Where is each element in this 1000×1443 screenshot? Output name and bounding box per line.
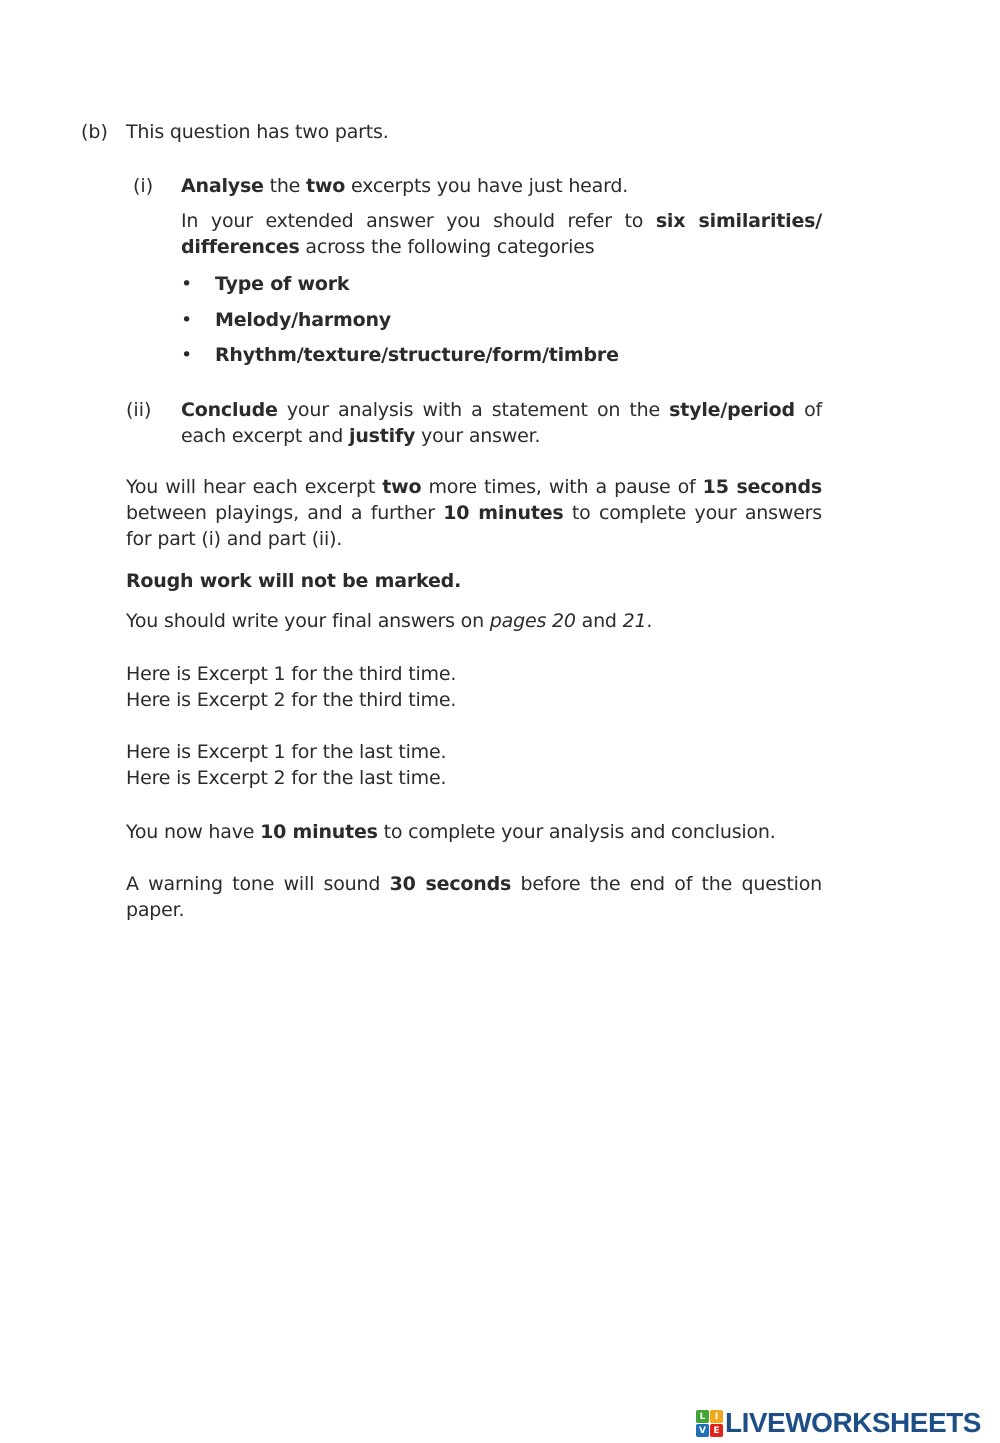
bullet-dot-2: • [181,309,193,331]
justify-word: justify [349,425,416,447]
extended-text-a: In your extended answer you should refer to [181,210,656,232]
excerpt-line: Here is Excerpt 1 for the third time. [126,663,457,685]
logo-tile: V [696,1424,709,1437]
final-and: and [575,610,623,632]
six-similarities-differences: six similarities/ differences [181,210,822,258]
now-text-b: to complete your analysis and conclusion. [377,821,776,843]
part-ii-instruction [181,397,822,449]
excerpt-line: Here is Excerpt 2 for the third time. [126,689,457,711]
part-ii-text-c: your answer. [415,425,541,447]
analyse-word: Analyse [181,175,264,197]
bullet-item: Rhythm/texture/structure/form/timbre [215,344,619,366]
hear-text-c: between playings, and a further [126,502,444,524]
hear-two: two [382,476,422,498]
warn-text-a: A warning tone will sound [126,873,390,895]
time-remaining-note [126,819,776,845]
warn-30-seconds: 30 seconds [389,873,512,895]
now-10-minutes: 10 minutes [260,821,378,843]
part-ii-text-b: of each excerpt and [181,399,822,447]
final-end: . [646,610,653,632]
hear-text-b: more times, with a pause of [421,476,703,498]
extended-text-b: across the following categories [299,236,595,258]
part-ii-text-a: your analysis with a statement on the [277,399,670,421]
logo-tile: E [710,1424,723,1437]
liveworksheets-brand [696,1408,981,1438]
hear-15-seconds: 15 seconds [702,476,822,498]
question-intro: This question has two parts. [126,121,389,143]
conclude-word: Conclude [181,399,278,421]
excerpt-line: Here is Excerpt 2 for the last time. [126,767,447,789]
excerpt-line: Here is Excerpt 1 for the last time. [126,741,447,763]
logo-tile: L [696,1410,709,1423]
final-text-a: You should write your final answers on [126,610,490,632]
now-text-a: You now have [126,821,261,843]
final-pages-20: pages 20 [489,610,576,632]
part-i-instruction [181,173,628,199]
extended-answer-paragraph [181,208,822,260]
part-i-text-b: excerpts you have just heard. [345,175,629,197]
brand-name: LIVEWORKSHEETS [725,1407,981,1438]
hear-text-d: to complete your answers for part (i) and part (ii). [126,502,822,550]
hear-text-a: You will hear each excerpt [126,476,383,498]
bullet-dot-1: • [181,273,193,295]
part-b-label: (b) [81,121,108,143]
part-i-label: (i) [133,175,154,197]
bullet-item: Type of work [215,273,350,295]
final-answers-note [126,608,652,634]
bullet-item: Melody/harmony [215,309,391,331]
part-i-text-a: the [263,175,307,197]
bullet-dot-3: • [181,344,193,366]
final-pages-21: 21 [622,610,647,632]
playback-instructions [126,474,822,552]
logo-tile: I [710,1410,723,1423]
hear-10-minutes: 10 minutes [443,502,564,524]
two-word: two [306,175,346,197]
rough-work-note: Rough work will not be marked. [126,570,462,592]
style-period-word: style/period [669,399,795,421]
liveworksheets-logo-icon [696,1410,722,1436]
part-ii-label: (ii) [126,399,152,421]
warn-text-b: before the end of the question paper. [126,873,822,921]
warning-tone-note [126,871,822,923]
